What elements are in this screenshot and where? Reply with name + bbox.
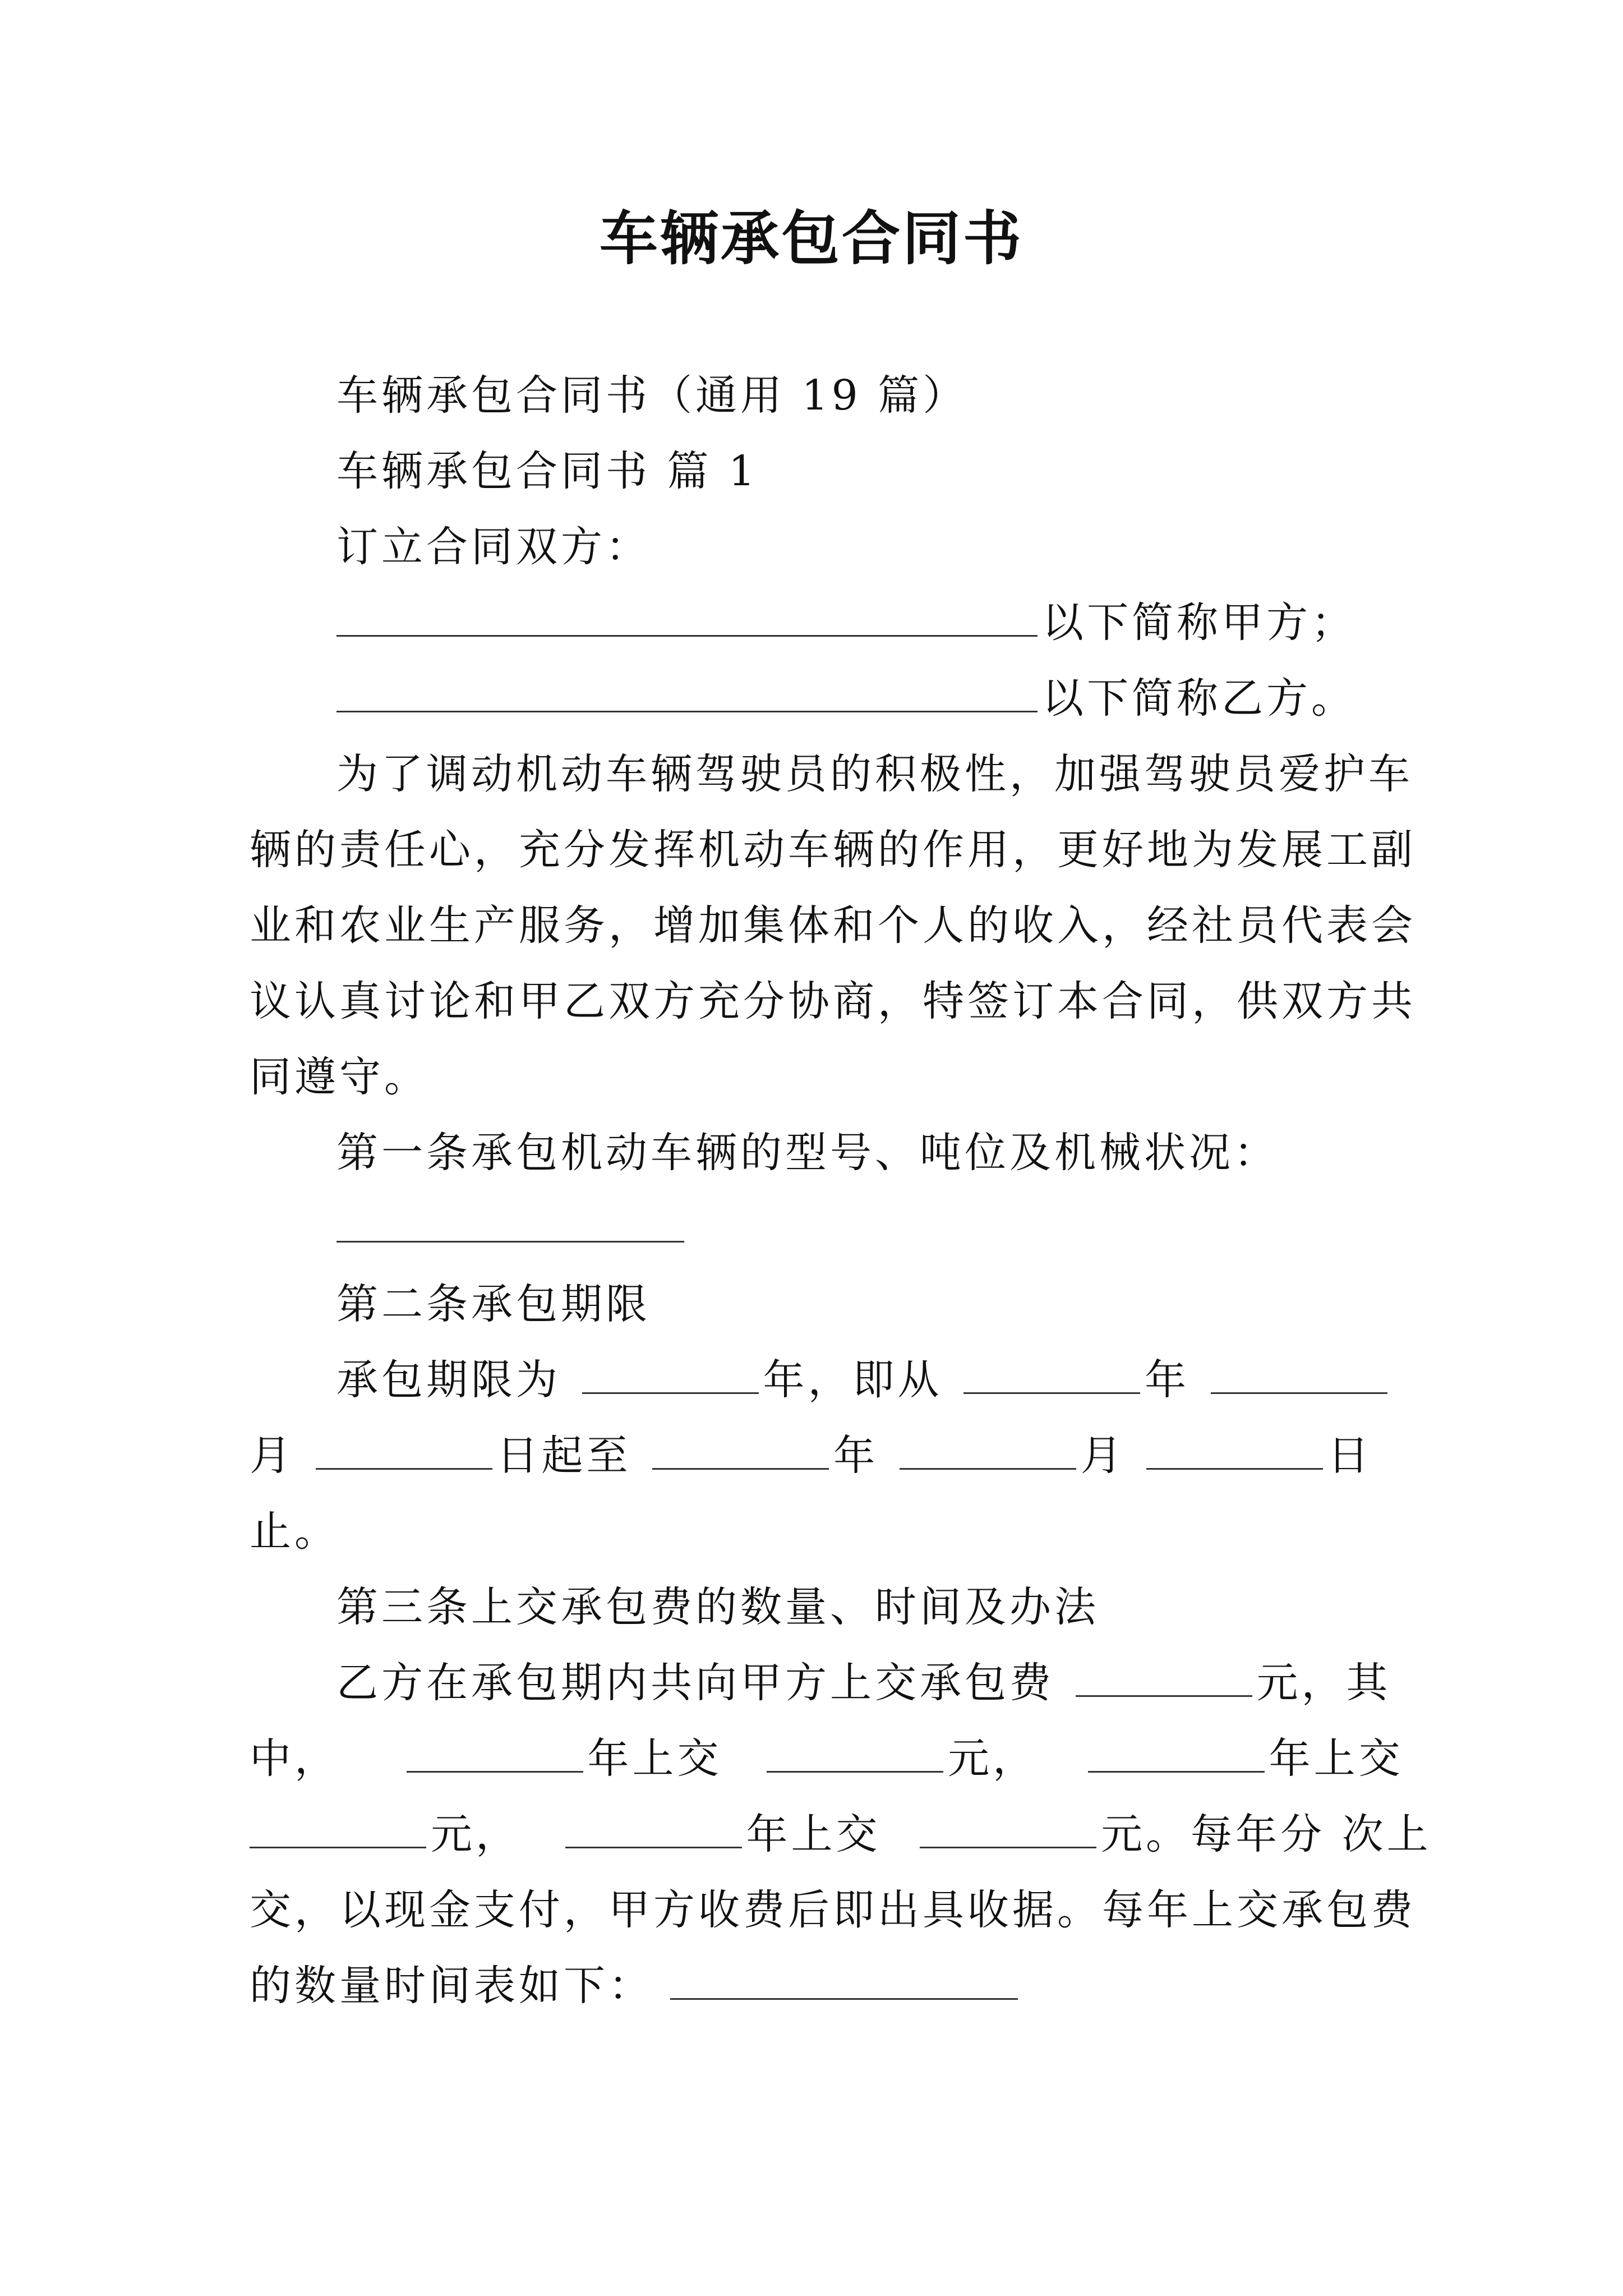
fee-year2-blank[interactable] — [1088, 1734, 1265, 1773]
fee-line1-suffix: 元，其 — [1256, 1659, 1391, 1707]
fee-line3-a: 元， — [431, 1810, 520, 1858]
parties-label: 订立合同双方： — [336, 523, 651, 571]
party-a-line — [336, 595, 1382, 651]
fee-line5-text: 的数量时间表如下： — [250, 1962, 653, 2010]
fee-line-4: 交，以现金支付，甲方收费后即出具收据。每年上交承包费 — [250, 1886, 1416, 1934]
fee-line2-a: 中， — [250, 1734, 339, 1783]
fee-line-5 — [250, 1958, 1382, 2014]
fee-line1-prefix: 乙方在承包期内共向甲方上交承包费 — [336, 1659, 1054, 1707]
article-1: 第一条承包机动车辆的型号、吨位及机械状况： — [336, 1129, 1279, 1177]
party-a-blank[interactable] — [336, 598, 1038, 637]
term-day-to-label: 日 — [1327, 1432, 1373, 1480]
article-3: 第三条上交承包费的数量、时间及办法 — [336, 1583, 1099, 1631]
term-years-blank[interactable] — [582, 1355, 759, 1394]
term-prefix: 承包期限为 — [336, 1356, 561, 1404]
document-title: 车辆承包合同书 — [599, 204, 1023, 273]
term-year3-label: 年 — [833, 1432, 879, 1480]
fee-amount2-blank[interactable] — [250, 1810, 426, 1848]
fee-amount3-blank[interactable] — [920, 1810, 1096, 1848]
fee-year1-blank[interactable] — [407, 1734, 583, 1773]
article-2: 第二条承包期限 — [336, 1280, 651, 1328]
fee-line-1 — [336, 1655, 1391, 1711]
term-start-month-blank[interactable] — [1211, 1355, 1387, 1394]
term-day-from-label: 日起至 — [496, 1432, 631, 1480]
fee-line2-b: 年上交 — [587, 1734, 722, 1783]
fee-year3-blank[interactable] — [565, 1810, 742, 1848]
fee-line3-b: 年上交 — [746, 1810, 881, 1858]
term-month-label: 月 — [250, 1432, 294, 1480]
term-year2-label: 年 — [1145, 1356, 1190, 1404]
term-end-year-blank[interactable] — [652, 1431, 829, 1470]
document-subtitle: 车辆承包合同书（通用 19 篇） — [336, 371, 968, 420]
intro-line-3: 业和农业生产服务，增加集体和个人的收入，经社员代表会 — [250, 901, 1416, 950]
term-start-day-blank[interactable] — [316, 1431, 492, 1470]
term-end-month-blank[interactable] — [900, 1431, 1076, 1470]
fee-total-blank[interactable] — [1076, 1658, 1252, 1697]
party-b-line — [336, 670, 1382, 726]
fee-line-2 — [250, 1731, 1404, 1787]
intro-line-5: 同遵守。 — [250, 1053, 429, 1101]
intro-line-1: 为了调动机动车辆驾驶员的积极性，加强驾驶员爱护车 — [336, 750, 1413, 798]
article-1-blank-line — [336, 1200, 1382, 1257]
term-year-label: 年，即从 — [763, 1356, 943, 1404]
fee-line2-d: 年上交 — [1269, 1734, 1404, 1783]
term-line-3: 止。 — [250, 1507, 339, 1556]
fee-schedule-blank[interactable] — [670, 1961, 1018, 2000]
term-line-1 — [336, 1352, 1382, 1408]
intro-line-2: 辆的责任心，充分发挥机动车辆的作用，更好地为发展工副 — [250, 826, 1416, 874]
article-1-blank[interactable] — [336, 1204, 684, 1243]
term-month2-label: 月 — [1080, 1432, 1126, 1480]
section-heading: 车辆承包合同书 篇 1 — [336, 447, 759, 495]
party-a-suffix: 以下简称甲方； — [1042, 599, 1356, 647]
fee-line3-c: 元。每年分 次上 — [1101, 1810, 1432, 1858]
fee-line2-c: 元， — [948, 1734, 1038, 1783]
fee-amount1-blank[interactable] — [767, 1734, 943, 1773]
term-line-2 — [250, 1428, 1382, 1484]
fee-line-3 — [250, 1806, 1432, 1862]
party-b-suffix: 以下简称乙方。 — [1042, 674, 1356, 723]
term-start-year-blank[interactable] — [963, 1355, 1140, 1394]
intro-line-4: 议认真讨论和甲乙双方充分协商，特签订本合同，供双方共 — [250, 977, 1416, 1025]
term-end-day-blank[interactable] — [1146, 1431, 1323, 1470]
party-b-blank[interactable] — [336, 674, 1038, 712]
